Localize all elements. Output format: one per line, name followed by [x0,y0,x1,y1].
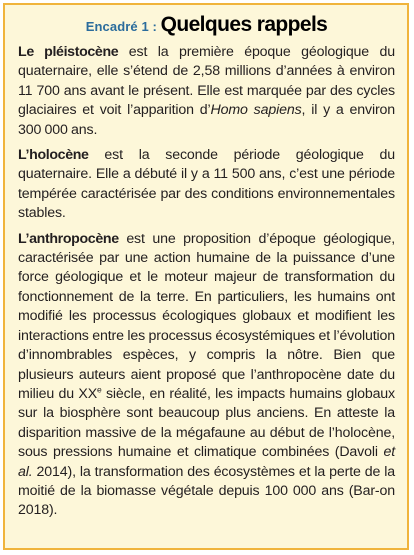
anthropocene-text-1: est une proposition d’époque géologique, caractérisée par une action humaine de la puissance d’une force géologique et le moteur majeur de transformation du fonctionnement de la terre. En particuliers, les humains ont modifié les processus écologiques globaux et modifient les interactions entre les processus écosystémiques et l’évolution d’innombrables espèces, y compris la nôtre. Bien que plusieurs auteurs aient proposé que l’anthropocène date du milieu du XX [18,230,395,402]
term-holocene: L’holocène [18,147,89,164]
encadre-heading: Quelques rappels [160,13,328,36]
encadre-title [18,13,395,37]
species-name: Homo sapiens [210,102,302,119]
anthropocene-text-3: 2014), la transformation des écosystèmes et la perte de la moitié de la biomasse végétale depuis 100 000 ans (Bar-on 2018). [18,463,395,519]
term-anthropocene: L’anthropocène [18,230,119,247]
anthropocene-text-2: siècle, en réalité, les impacts humains globaux sur la biosphère sont beaucoup plus anciens. En atteste la disparition massive de la mégafaune au début de l’holocène, sous pressions humaine et climatique combinées (Davoli [18,385,395,461]
paragraph-holocene [18,146,395,224]
term-pleistocene: Le pléistocène [18,44,119,60]
encadre-box [3,3,409,550]
encadre-prefix: Encadré 1 : [85,19,161,34]
paragraph-anthropocene [18,230,395,521]
holocene-text-1: est la seconde période géologique du quaternaire. Elle a débuté il y a 11 500 ans, c’est une période tempérée caractérisée par des conditions environnementales stables. [18,147,395,222]
paragraph-pleistocene [18,43,395,140]
pleistocene-text-2: , il y a environ 300 000 ans. [18,102,395,138]
pleistocene-text-1: est la première époque géologique du quaternaire, elle s’étend de 2,58 millions d’années à environ 11 700 ans avant le présent. Elle est marquée par des cycles glaciaires et voit l’apparition d’ [18,44,395,119]
century-superscript: e [97,384,102,395]
citation-et-al: et al. [18,444,395,480]
